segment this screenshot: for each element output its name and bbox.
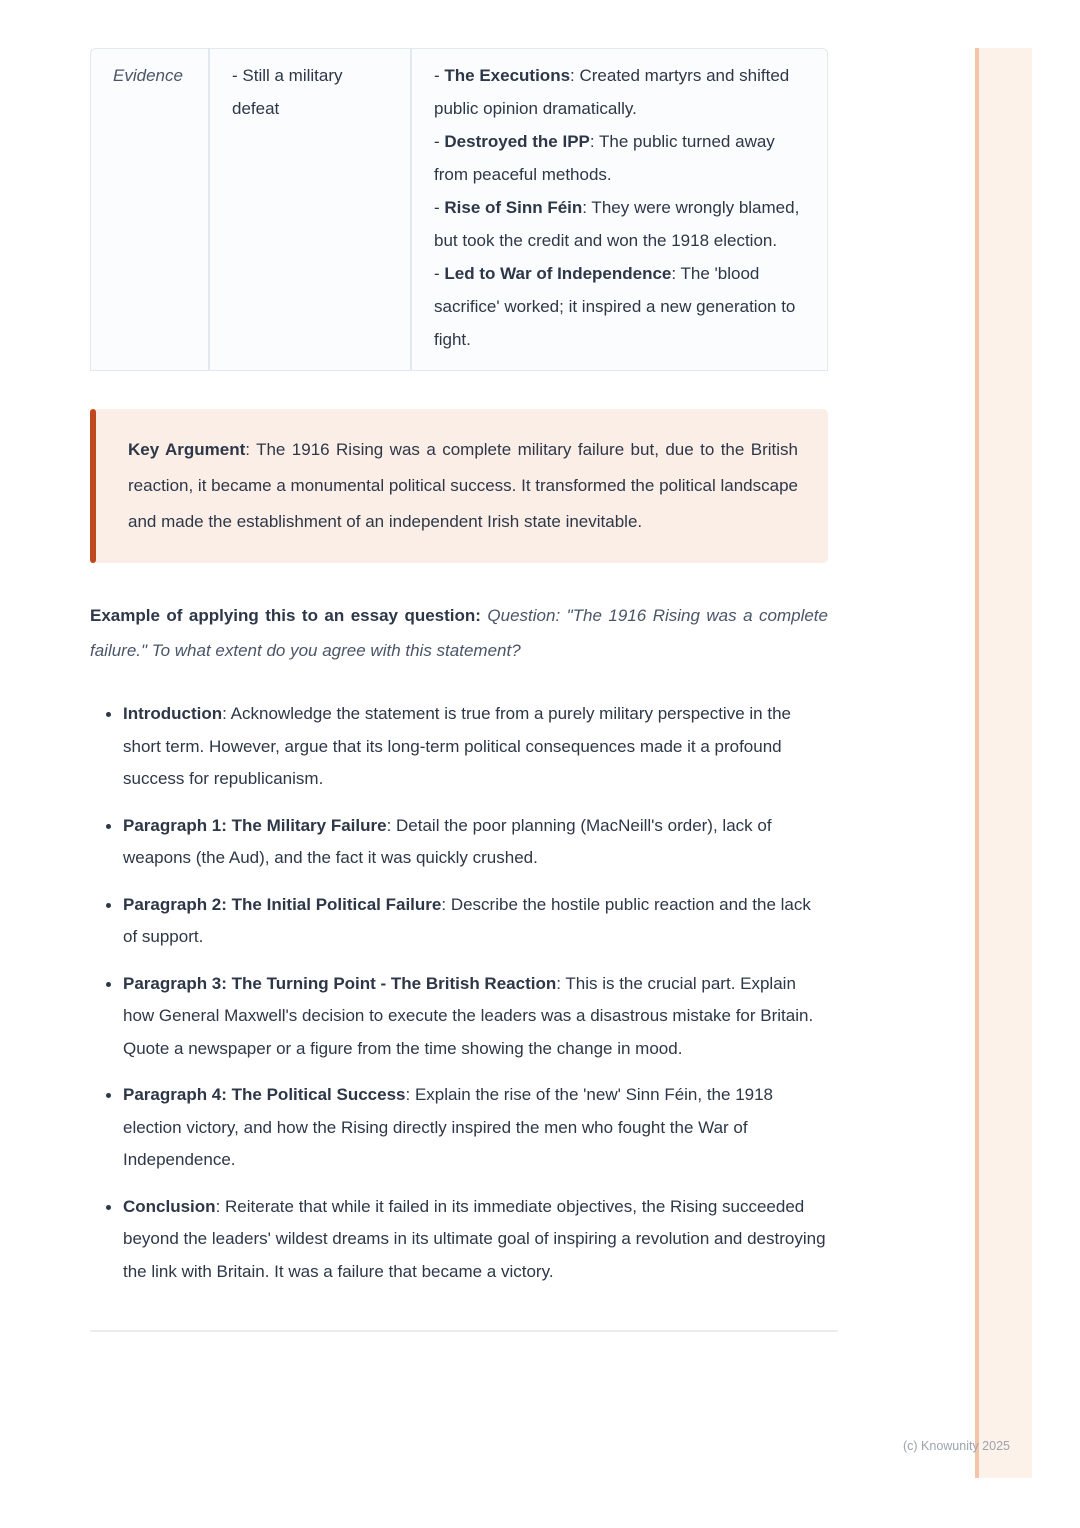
impact-item	[434, 59, 809, 125]
plan-item-text: : Describe the hostile public reaction and the lack of support.	[123, 894, 811, 946]
essay-plan-item-paragraph-2	[90, 889, 828, 954]
plan-item-label: Introduction	[123, 704, 223, 723]
page-accent-stripe	[975, 48, 1032, 1478]
impact-item	[434, 191, 809, 257]
callout-accent-bar	[90, 409, 96, 563]
impact-item	[434, 125, 809, 191]
page-content	[90, 48, 828, 1332]
military-failure-cell	[209, 48, 411, 371]
impact-text: : The 'blood sacrifice' worked; it inspired a new generation to fight.	[434, 264, 796, 349]
essay-plan-item-paragraph-1	[90, 810, 828, 875]
row-header-label: Evidence	[113, 66, 183, 85]
impact-item	[434, 257, 809, 356]
impact-text: : They were wrongly blamed, but took the credit and won the 1918 election.	[434, 198, 800, 250]
plan-item-text: : Explain the rise of the 'new' Sinn Féin, the 1918 election victory, and how the Rising directly inspired the men who fought the War of Independence.	[123, 1085, 774, 1169]
evidence-table	[90, 48, 828, 371]
copyright-footer	[903, 1439, 1010, 1453]
section-divider	[90, 1330, 838, 1332]
plan-item-text: : Acknowledge the statement is true from a purely military perspective in the short term. However, argue that its long-term political consequences made it a profound success for republicanism.	[123, 704, 791, 788]
essay-plan-list	[90, 698, 828, 1288]
impact-label: Rise of Sinn Féin	[444, 198, 583, 217]
plan-item-label: Paragraph 4: The Political Success	[123, 1085, 406, 1104]
plan-item-text: : This is the crucial part. Explain how General Maxwell's decision to execute the leaders was a disastrous mistake for Britain. Quote a newspaper or a figure from the time showing the change in mood.	[123, 973, 814, 1058]
essay-example-heading	[90, 598, 828, 668]
table-row	[90, 48, 828, 371]
plan-item-text: : Reiterate that while it failed in its immediate objectives, the Rising succeeded beyond the leaders' wildest dreams in its ultimate goal of inspiring a revolution and destroying the link with Britain. It was a failure that became a victory.	[123, 1196, 826, 1281]
essay-plan-item-paragraph-3	[90, 968, 828, 1066]
impact-label: Destroyed the IPP	[444, 132, 590, 151]
essay-example-question: Question: "The 1916 Rising was a complete failure." To what extent do you agree with this statement?	[90, 606, 828, 660]
essay-plan-item-introduction	[90, 698, 828, 796]
row-header-cell	[90, 48, 209, 371]
political-impact-cell	[411, 48, 828, 371]
essay-example-label: Example of applying this to an essay question:	[90, 606, 481, 625]
essay-plan-item-conclusion	[90, 1191, 828, 1289]
impact-prefix: -	[434, 132, 445, 151]
impact-label: Led to War of Independence	[444, 264, 672, 283]
plan-item-label: Paragraph 2: The Initial Political Failure	[123, 894, 442, 914]
key-argument-callout	[90, 409, 828, 563]
impact-prefix: -	[434, 66, 445, 85]
key-argument-paragraph	[128, 432, 798, 540]
impact-label: The Executions	[444, 66, 571, 85]
plan-item-label: Paragraph 3: The Turning Point - The British Reaction	[123, 973, 557, 993]
military-failure-text: - Still a military defeat	[232, 66, 343, 118]
impact-text: : Created martyrs and shifted public opinion dramatically.	[434, 66, 790, 118]
key-argument-text: : The 1916 Rising was a complete military failure but, due to the British reaction, it became a monumental political success. It transformed the political landscape and made the establishment of an independent Irish state inevitable.	[128, 440, 798, 531]
key-argument-label: Key Argument	[128, 440, 246, 459]
copyright-text: (c) Knowunity 2025	[902, 1439, 1010, 1453]
plan-item-label: Paragraph 1: The Military Failure	[123, 815, 387, 835]
impact-text: : The public turned away from peaceful methods.	[434, 132, 775, 184]
essay-plan-item-paragraph-4	[90, 1079, 828, 1177]
impact-prefix: -	[434, 264, 445, 283]
plan-item-label: Conclusion	[123, 1196, 216, 1216]
impact-prefix: -	[434, 198, 445, 217]
plan-item-text: : Detail the poor planning (MacNeill's order), lack of weapons (the Aud), and the fact it was quickly crushed.	[123, 815, 772, 867]
